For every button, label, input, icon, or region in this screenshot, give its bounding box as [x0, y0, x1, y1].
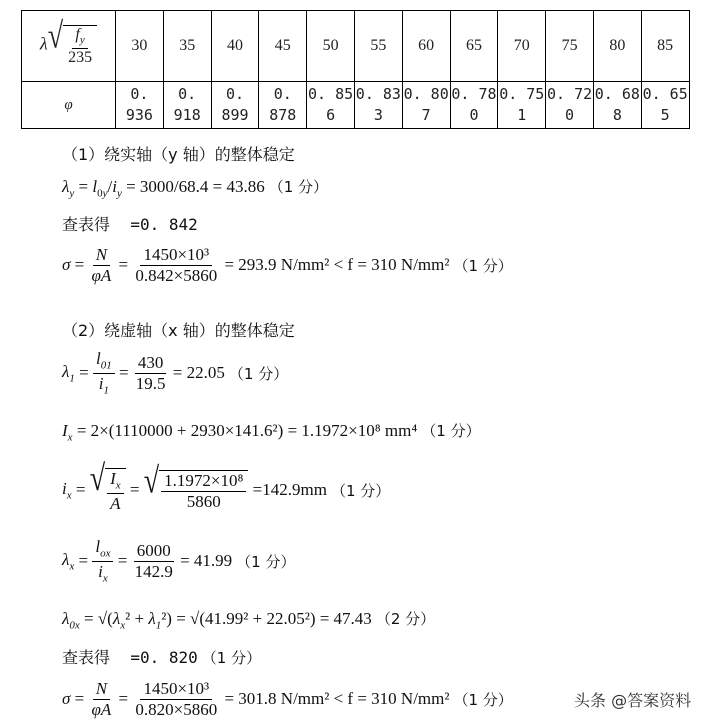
watermark: 头条 @答案资料 — [574, 691, 692, 710]
header-slenderness-label — [22, 11, 116, 82]
section1-heading: （1）绕实轴（y 轴）的整体稳定 — [62, 145, 295, 164]
table-cell: 70 — [498, 11, 546, 82]
sigma-x-formula: σ = $\frac{N}{\varphi A}$ = $\frac{\text{1450×10³}}{0.820\times 5860}$ = 301.8 N/mm² < f = 310 N/mm² （1 分） — [62, 679, 513, 719]
table-cell: 0. 878 — [259, 82, 307, 129]
phi-label: φ — [22, 82, 116, 129]
table-cell: 0. 65 5 — [641, 82, 689, 129]
table-cell: 0. 68 8 — [593, 82, 641, 129]
table-cell: 0. 80 7 — [402, 82, 450, 129]
table-cell: 80 — [593, 11, 641, 82]
table-row-phi — [22, 82, 690, 129]
table-cell: 60 — [402, 11, 450, 82]
table-cell: 40 — [211, 11, 259, 82]
table-cell: 0. 899 — [211, 82, 259, 129]
lookup-y: 查表得 =0. 842 — [62, 215, 198, 234]
table-cell: 50 — [307, 11, 355, 82]
lambda1-formula: $\lambda_1$ = $\frac{l_{01}}{i_1}$ = $\frac{430}{19.5}$ = 22.05 （1 分） — [62, 349, 289, 397]
table-cell: 0. 78 0 — [450, 82, 498, 129]
table-row-slenderness — [22, 11, 690, 82]
table-cell: 0. 83 3 — [354, 82, 402, 129]
ix-formula: $i_x$ = √ $\frac{I_x}{A}$ = √ $\frac{\text{1.1972×10⁸}}{5860}$ =142.9mm （1 分） — [62, 458, 391, 513]
lambda-x-formula: $\lambda_x$ = $\frac{l_{ox}}{i_x}$ = $\frac{6000}{142.9}$ = 41.99 （1 分） — [62, 537, 296, 585]
lambda-y-formula: $\lambda_y = l_{0y}/i_y = 3000/68.4 = 43.86$ （1 分） — [62, 177, 329, 200]
table-cell: 65 — [450, 11, 498, 82]
table-cell: 0. 75 1 — [498, 82, 546, 129]
sigma-y-formula: σ = $\frac{N}{\varphi A}$ = $\frac{\text{1450×10³}}{0.842\times 5860}$ = 293.9 N/mm² < f = 310 N/mm² （1 分） — [62, 245, 513, 285]
table-cell: 45 — [259, 11, 307, 82]
section2-heading: （2）绕虚轴（x 轴）的整体稳定 — [62, 321, 295, 340]
sqrt-fy-235: √ $\frac{f_y}{235}$ — [48, 25, 97, 67]
table-cell: 0. 936 — [116, 82, 164, 129]
Ix-formula: $I_x = 2\times(1110000 + 2930\times 141.6^2) = 1.1972\times 10^8$ mm⁴ （1 分） — [62, 421, 481, 444]
table-cell: 0. 918 — [163, 82, 211, 129]
lookup-x: 查表得 =0. 820 （1 分） — [62, 648, 262, 667]
table-cell: 30 — [116, 11, 164, 82]
table-cell: 75 — [546, 11, 594, 82]
table-cell: 35 — [163, 11, 211, 82]
lambda-symbol: λ — [39, 33, 48, 54]
table-cell: 85 — [641, 11, 689, 82]
lambda-0x-formula: $\lambda_{0x} = √(\lambda_x^2 + \lambda_1^2) = √(41.99^2 + 22.05^2) = 47.43$ （2 分） — [62, 609, 436, 632]
table-cell: 0. 85 6 — [307, 82, 355, 129]
table-cell: 0. 72 0 — [546, 82, 594, 129]
table-cell: 55 — [354, 11, 402, 82]
stability-coefficient-table — [21, 10, 690, 129]
